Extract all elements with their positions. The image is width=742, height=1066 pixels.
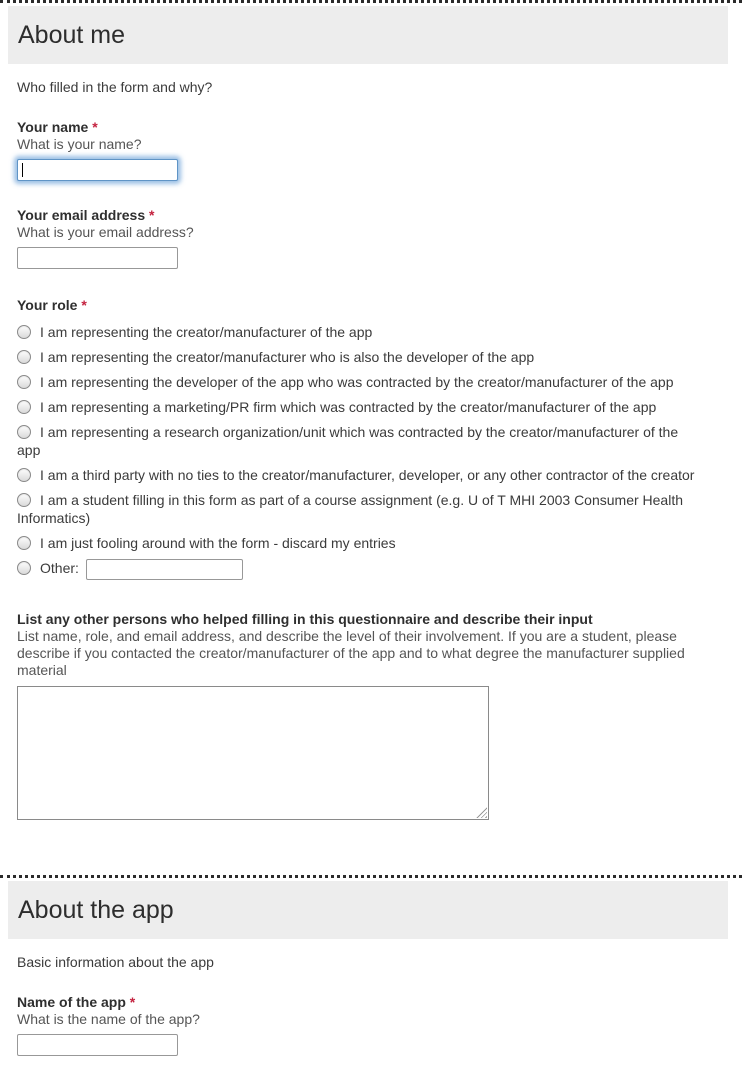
your-name-input[interactable]	[17, 159, 178, 181]
section-title: About me	[18, 21, 126, 49]
required-asterisk: *	[81, 297, 87, 313]
radio-button-icon	[17, 425, 31, 439]
role-option-research-org[interactable]: I am representing a research organization/unit which was contracted by the creator/manufacturer of the app	[17, 424, 679, 458]
other-persons-textarea[interactable]	[17, 686, 489, 820]
question-your-role	[17, 297, 728, 580]
section-header-bar	[8, 881, 728, 939]
section-content	[0, 78, 742, 820]
resize-grip-icon[interactable]	[476, 807, 487, 818]
role-option-fooling-around[interactable]: I am just fooling around with the form - discard my entries	[17, 534, 729, 552]
question-help: What is your name?	[17, 136, 142, 152]
required-asterisk: *	[129, 994, 136, 1010]
role-options-list	[17, 323, 729, 580]
your-email-input[interactable]	[17, 247, 178, 269]
question-label: List any other persons who helped filling in this questionnaire and describe their input	[17, 611, 593, 627]
role-option-contracted-developer[interactable]: I am representing the developer of the app who was contracted by the creator/manufacturer of the app	[17, 373, 729, 391]
app-name-input[interactable]	[17, 1034, 178, 1056]
question-label: Your role *	[17, 297, 87, 313]
question-help: What is your email address?	[17, 224, 194, 240]
text-caret	[22, 163, 23, 177]
section-content	[0, 953, 742, 1066]
question-help: What is the name of the app?	[17, 1011, 200, 1027]
required-asterisk: *	[149, 207, 155, 223]
question-label: Your email address *	[17, 207, 155, 223]
radio-button-icon	[17, 561, 31, 575]
section-title: About the app	[18, 896, 174, 924]
radio-button-icon	[17, 375, 31, 389]
role-option-other[interactable]: Other:	[17, 559, 729, 580]
question-help: List name, role, and email address, and describe the level of their involvement. If you are a student, please describe if you contacted the creator/manufacturer of the app and to what degree the manufacturer supplied material	[17, 628, 685, 678]
role-option-creator[interactable]: I am representing the creator/manufacturer of the app	[17, 323, 729, 341]
role-option-student[interactable]: I am a student filling in this form as part of a course assignment (e.g. U of T MHI 2003 Consumer Health Informatics)	[17, 492, 684, 526]
role-option-third-party[interactable]: I am a third party with no ties to the creator/manufacturer, developer, or any other contractor of the creator	[17, 466, 729, 484]
role-option-marketing-pr[interactable]: I am representing a marketing/PR firm which was contracted by the creator/manufacturer of the app	[17, 398, 729, 416]
question-label: Your name *	[17, 119, 98, 135]
bottom-padding	[17, 1059, 728, 1066]
question-your-name	[17, 119, 728, 184]
radio-button-icon	[17, 400, 31, 414]
radio-button-icon	[17, 536, 31, 550]
section-header-bar	[8, 6, 728, 64]
question-other-persons	[17, 611, 728, 820]
radio-button-icon	[17, 350, 31, 364]
required-asterisk: *	[92, 119, 98, 135]
role-other-input[interactable]	[86, 559, 243, 580]
radio-button-icon	[17, 468, 31, 482]
role-option-creator-developer[interactable]: I am representing the creator/manufacturer who is also the developer of the app	[17, 348, 729, 366]
section-description: Who filled in the form and why?	[17, 79, 213, 95]
radio-button-icon	[17, 325, 31, 339]
radio-button-icon	[17, 493, 31, 507]
section-about-the-app	[0, 875, 742, 1066]
section-description: Basic information about the app	[17, 954, 214, 970]
question-your-email	[17, 207, 728, 272]
question-label: Name of the app *	[17, 994, 136, 1010]
